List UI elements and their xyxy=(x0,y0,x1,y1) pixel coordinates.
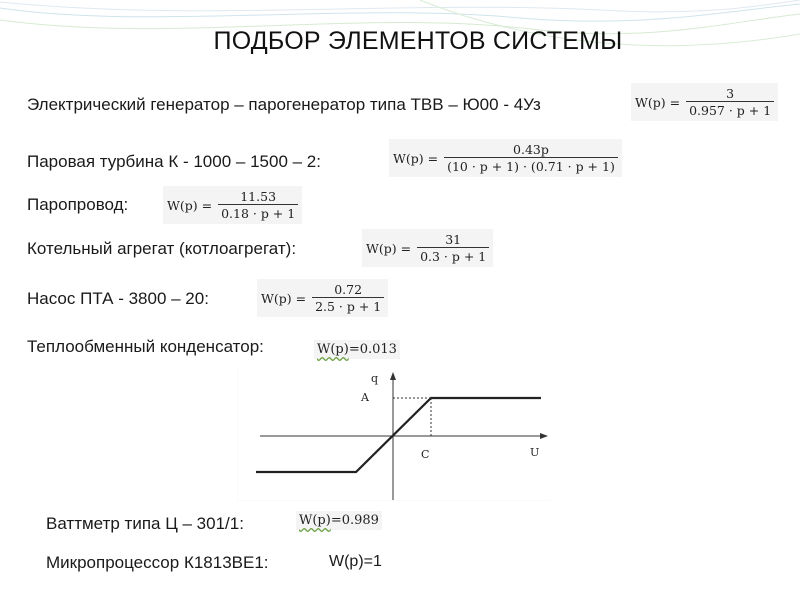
formula-numerator: 11.53 xyxy=(240,189,277,204)
steam-pipe-formula xyxy=(163,186,302,224)
slide-title: ПОДБОР ЭЛЕМЕНТОВ СИСТЕМЫ xyxy=(213,27,623,55)
wattmeter-label: Ваттметр типа Ц – 301/1: xyxy=(46,514,244,533)
formula-lhs: W(p) = xyxy=(167,197,213,213)
boiler-label: Котельный агрегат (котлоагрегат): xyxy=(27,239,297,258)
formula-lhs: W(p) = xyxy=(366,240,412,256)
turbine-label: Паровая турбина К - 1000 – 1500 – 2: xyxy=(27,152,321,171)
generator-formula xyxy=(631,83,778,121)
pump-formula xyxy=(257,279,388,317)
formula-denominator: 0.18 · p + 1 xyxy=(218,204,298,221)
characteristic-curve xyxy=(256,398,541,472)
condenser-formula: W(p)=0.013 xyxy=(314,340,400,359)
formula-denominator: 2.5 · p + 1 xyxy=(312,297,384,314)
formula-denominator: 0.957 · p + 1 xyxy=(686,101,774,118)
y-axis-label: q xyxy=(371,372,379,385)
steam-pipe-label: Паропровод: xyxy=(27,195,129,214)
formula-lhs: W(p) = xyxy=(261,290,307,306)
boiler-formula xyxy=(362,229,493,267)
y-axis-arrow xyxy=(390,372,396,380)
wattmeter-formula: W(p)=0.989 xyxy=(296,511,382,530)
microprocessor-formula: W(p)=1 xyxy=(329,553,382,570)
formula-lhs: W(p) = xyxy=(393,150,439,166)
generator-label: Электрический генератор – парогенератор типа ТВВ – Ю00 - 4Уз xyxy=(27,95,541,114)
formula-lhs: W(p) = xyxy=(635,94,681,110)
static-characteristic-graph xyxy=(238,366,550,500)
formula-denominator: (10 · p + 1) · (0.71 · p + 1) xyxy=(444,157,618,174)
formula-numerator: 31 xyxy=(445,232,462,247)
turbine-formula xyxy=(389,139,622,177)
microprocessor-label: Микропроцессор К1813ВЕ1: xyxy=(46,553,269,572)
formula-denominator: 0.3 · p + 1 xyxy=(417,247,489,264)
pump-label: Насос ПТА - 3800 – 20: xyxy=(27,289,209,308)
x-axis-arrow xyxy=(540,433,548,439)
condenser-label: Теплообменный конденсатор: xyxy=(27,337,264,356)
formula-numerator: 0.43p xyxy=(513,142,549,157)
level-label: A xyxy=(361,391,369,404)
formula-numerator: 3 xyxy=(726,86,735,101)
threshold-label: C xyxy=(421,448,430,461)
x-axis-label: U xyxy=(530,446,540,459)
formula-numerator: 0.72 xyxy=(334,282,363,297)
